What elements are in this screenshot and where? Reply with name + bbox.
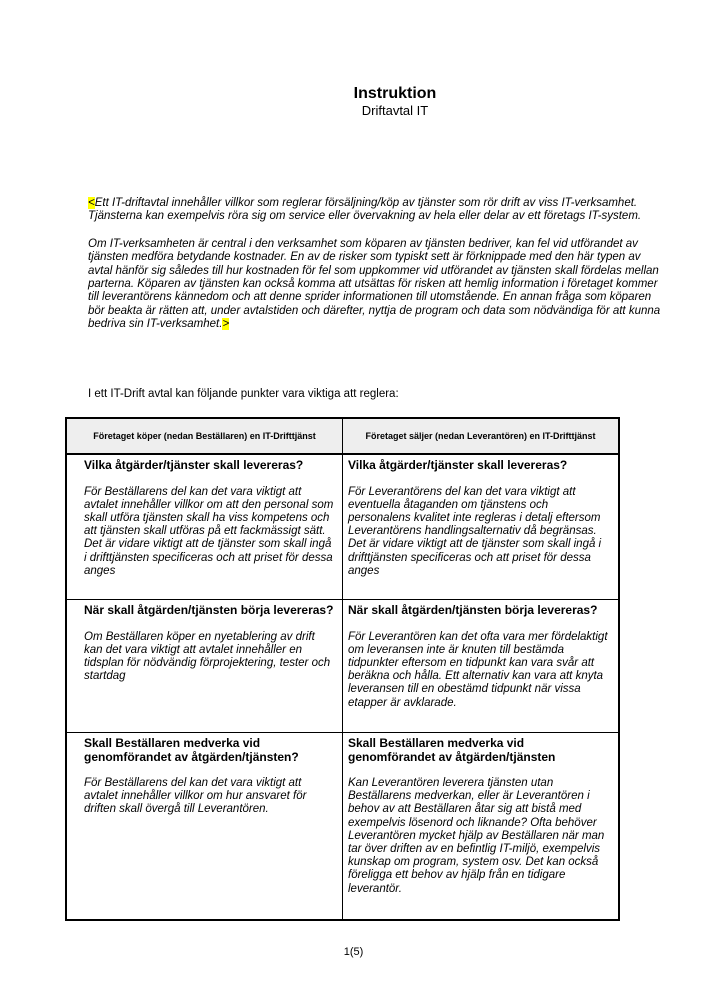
intro-paragraph-2: [88, 238, 662, 332]
row2-buyer-body: Om Beställaren köper en nyetablering av drift kan det vara viktigt att avtalet innehåller en tidsplan för nödvändig förprojektering, tester och startdag: [84, 630, 331, 683]
row2-seller-heading: När skall åtgärden/tjänsten börja levereras?: [348, 603, 598, 617]
row1-seller-heading: Vilka åtgärder/tjänster skall levereras?: [348, 458, 568, 472]
document-subtitle: Driftavtal IT: [361, 103, 429, 118]
comparison-table: [65, 417, 620, 921]
document-title: Instruktion: [353, 85, 437, 102]
row2-buyer-heading: När skall åtgärden/tjänsten börja levereras?: [84, 603, 334, 617]
intro-paragraph-1: [88, 197, 662, 224]
lead-in-line: I ett IT-Drift avtal kan följande punkter vara viktiga att reglera:: [88, 388, 399, 400]
intro-paragraph-2-text: Om IT-verksamheten är central i den verksamhet som köparen av tjänsten bedriver, kan fel vid utförandet av tjänsten medföra betydande kostnader. En av de risker som typiskt sett är förknippade med den här typen av avtal hänför sig således till hur kostnaden för fel som uppkommer vid utförandet av tjänsten skall fördelas mellan parterna. Köparen av tjänsten kan också komma att utsättas för risken att hemlig information i företaget kommer till leverantörens kännedom och att denne sprider informationen till utomstående. En annan fråga som köparen bör beakta är rätten att, under avtalstiden och därefter, nyttja de program och data som nödvändiga för att kunna bedriva sin IT-verksamhet.: [88, 237, 661, 331]
header-row: [66, 418, 619, 454]
row3-seller-body: Kan Leverantören leverera tjänsten utan Beställarens medverkan, eller är Leverantören i behov av att Beställaren åtar sig att bistå med exempelvis lösenord och liknande? Ofta behöver Leverantören mycket hjälp av Beställaren när man tar över driften av en befintlig IT-miljö, exempelvis kunskap om program, system osv. Det kan också föreligga ett behov av hjälp från en tidigare leverantör.: [348, 777, 605, 895]
row3-buyer-body: För Beställarens del kan det vara viktigt att avtalet innehåller villkor om hur ansvaret för driften skall övergå till Leverantören.: [84, 777, 307, 816]
row1-seller-cell: [343, 454, 620, 600]
highlight-close-marker: >: [222, 318, 230, 331]
intro-section: [88, 197, 662, 346]
row3-buyer-cell: [66, 733, 343, 921]
row2-seller-cell: [343, 600, 620, 733]
row3-buyer-heading: Skall Beställaren medverka vid genomförandet av åtgärden/tjänsten?: [84, 736, 299, 764]
header-buyer-column: Företaget köper (nedan Beställaren) en IT-Drifttjänst: [66, 418, 343, 454]
intro-paragraph-1-text: Ett IT-driftavtal innehåller villkor som reglerar försäljning/köp av tjänster som rör drift av viss IT-verksamhet. Tjänsterna kan exempelvis röra sig om service eller övervakning av hela eller delar av ett företags IT-system.: [88, 197, 642, 223]
row3-seller-heading: Skall Beställaren medverka vid genomförandet av åtgärden/tjänsten: [348, 736, 556, 764]
row2-buyer-cell: [66, 600, 343, 733]
row3-seller-cell: [343, 733, 620, 921]
table-row: [66, 600, 619, 733]
highlight-open-marker: <: [88, 197, 95, 209]
header-seller-column: Företaget säljer (nedan Leverantören) en IT-Drifttjänst: [343, 418, 620, 454]
row1-buyer-body: För Beställarens del kan det vara viktigt att avtalet innehåller villkor om att den personal som skall utföra tjänsten skall ha viss kompetens och att tjänsten skall utföras på ett fackmässigt sätt. Det är vidare viktigt att de tjänster som skall ingå i drifttjänsten specificeras och att priset för dessa anges: [84, 485, 334, 577]
page-number: 1(5): [343, 946, 364, 958]
row1-buyer-heading: Vilka åtgärder/tjänster skall levereras?: [84, 458, 304, 472]
table-row: [66, 454, 619, 600]
row1-seller-body: För Leverantörens del kan det vara viktigt att eventuella åtaganden om tjänstens och personalens kvalitet inte regleras i detalj eftersom Leverantörens handlingsalternativ då begränsas. Det är vidare viktigt att de tjänster som skall ingå i drifttjänsten specificeras och att priset för dessa anges: [348, 485, 602, 577]
row1-buyer-cell: [66, 454, 343, 600]
table-row: [66, 733, 619, 921]
row2-seller-body: För Leverantören kan det ofta vara mer fördelaktigt om leveransen inte är knuten till bestämda tidpunkter eftersom en tidpunkt kan vara svår att beräkna och hålla. Ett alternativ kan vara att knyta leveransen till en obestämd tidpunkt när vissa etapper är avklarade.: [348, 630, 608, 709]
title-block: [88, 84, 702, 119]
comparison-table-header: [66, 418, 619, 454]
